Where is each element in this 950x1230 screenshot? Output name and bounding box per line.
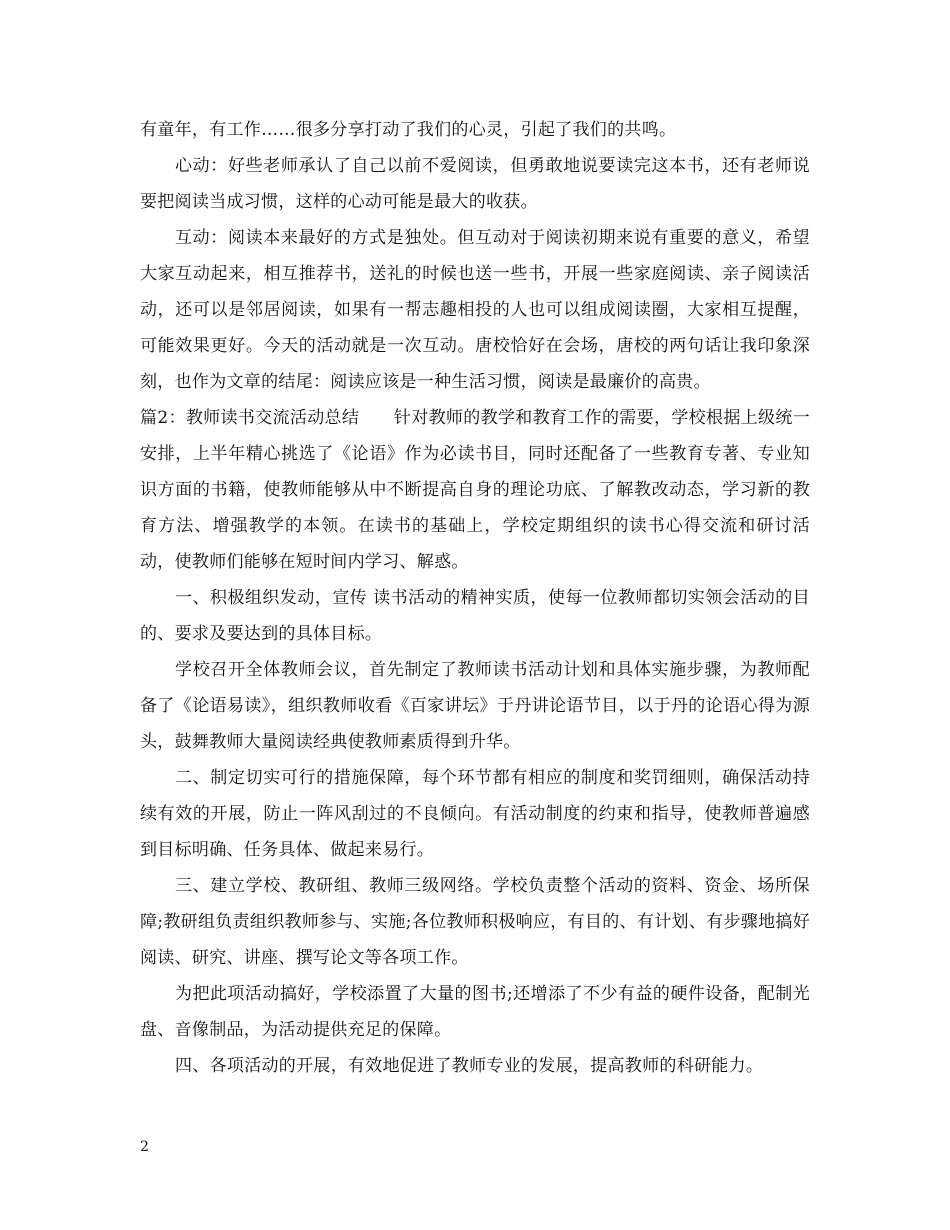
paragraph: 四、各项活动的开展，有效地促进了教师专业的发展，提高教师的科研能力。 (175, 1056, 764, 1076)
paragraph: 篇2：教师读书交流活动总结 针对教师的教学和教育工作的需要，学校根据上级统一安排，上半年精心挑选了《论语》作为必读书目，同时还配备了一些教育专著、专业知识方面的书籍，使教师能够从中不断提高自身的理论功底、了解教改动态，学习新的教育方法、增强教学的本领。在读书的基础上，学校定期组织的读书心得交流和研讨活动，使教师们能够在短时间内学习、解惑。 (140, 408, 810, 572)
paragraph: 为把此项活动搞好，学校添置了大量的图书;还增添了不少有益的硬件设备，配制光盘、音像制品，为活动提供充足的保障。 (140, 984, 810, 1040)
paragraph: 三、建立学校、教研组、教师三级网络。学校负责整个活动的资料、资金、场所保障;教研组负责组织教师参与、实施;各位教师积极响应，有目的、有计划、有步骤地搞好阅读、研究、讲座、撰写论文等各项工作。 (140, 876, 810, 968)
document-body (140, 112, 810, 1084)
paragraph: 有童年，有工作……很多分享打动了我们的心灵，引起了我们的共鸣。 (140, 120, 677, 140)
paragraph: 一、积极组织发动，宣传 读书活动的精神实质，使每一位教师都切实领会活动的目的、要求及要达到的具体目标。 (140, 588, 810, 644)
paragraph: 二、制定切实可行的措施保障，每个环节都有相应的制度和奖罚细则，确保活动持续有效的开展，防止一阵风刮过的不良倾向。有活动制度的约束和指导，使教师普遍感到目标明确、任务具体、做起来易行。 (140, 768, 810, 860)
paragraph: 心动：好些老师承认了自己以前不爱阅读，但勇敢地说要读完这本书，还有老师说要把阅读当成习惯，这样的心动可能是最大的收获。 (140, 156, 810, 212)
paragraph: 互动：阅读本来最好的方式是独处。但互动对于阅读初期来说有重要的意义，希望大家互动起来，相互推荐书，送礼的时候也送一些书，开展一些家庭阅读、亲子阅读活动，还可以是邻居阅读，如果有一帮志趣相投的人也可以组成阅读圈，大家相互提醒，可能效果更好。今天的活动就是一次互动。唐校恰好在会场，唐校的两句话让我印象深刻，也作为文章的结尾：阅读应该是一种生活习惯，阅读是最廉价的高贵。 (140, 228, 810, 392)
page-number: 2 (140, 1139, 149, 1155)
paragraph: 学校召开全体教师会议，首先制定了教师读书活动计划和具体实施步骤，为教师配备了《论语易读》，组织教师收看《百家讲坛》于丹讲论语节目，以于丹的论语心得为源头，鼓舞教师大量阅读经典使教师素质得到升华。 (140, 660, 810, 752)
